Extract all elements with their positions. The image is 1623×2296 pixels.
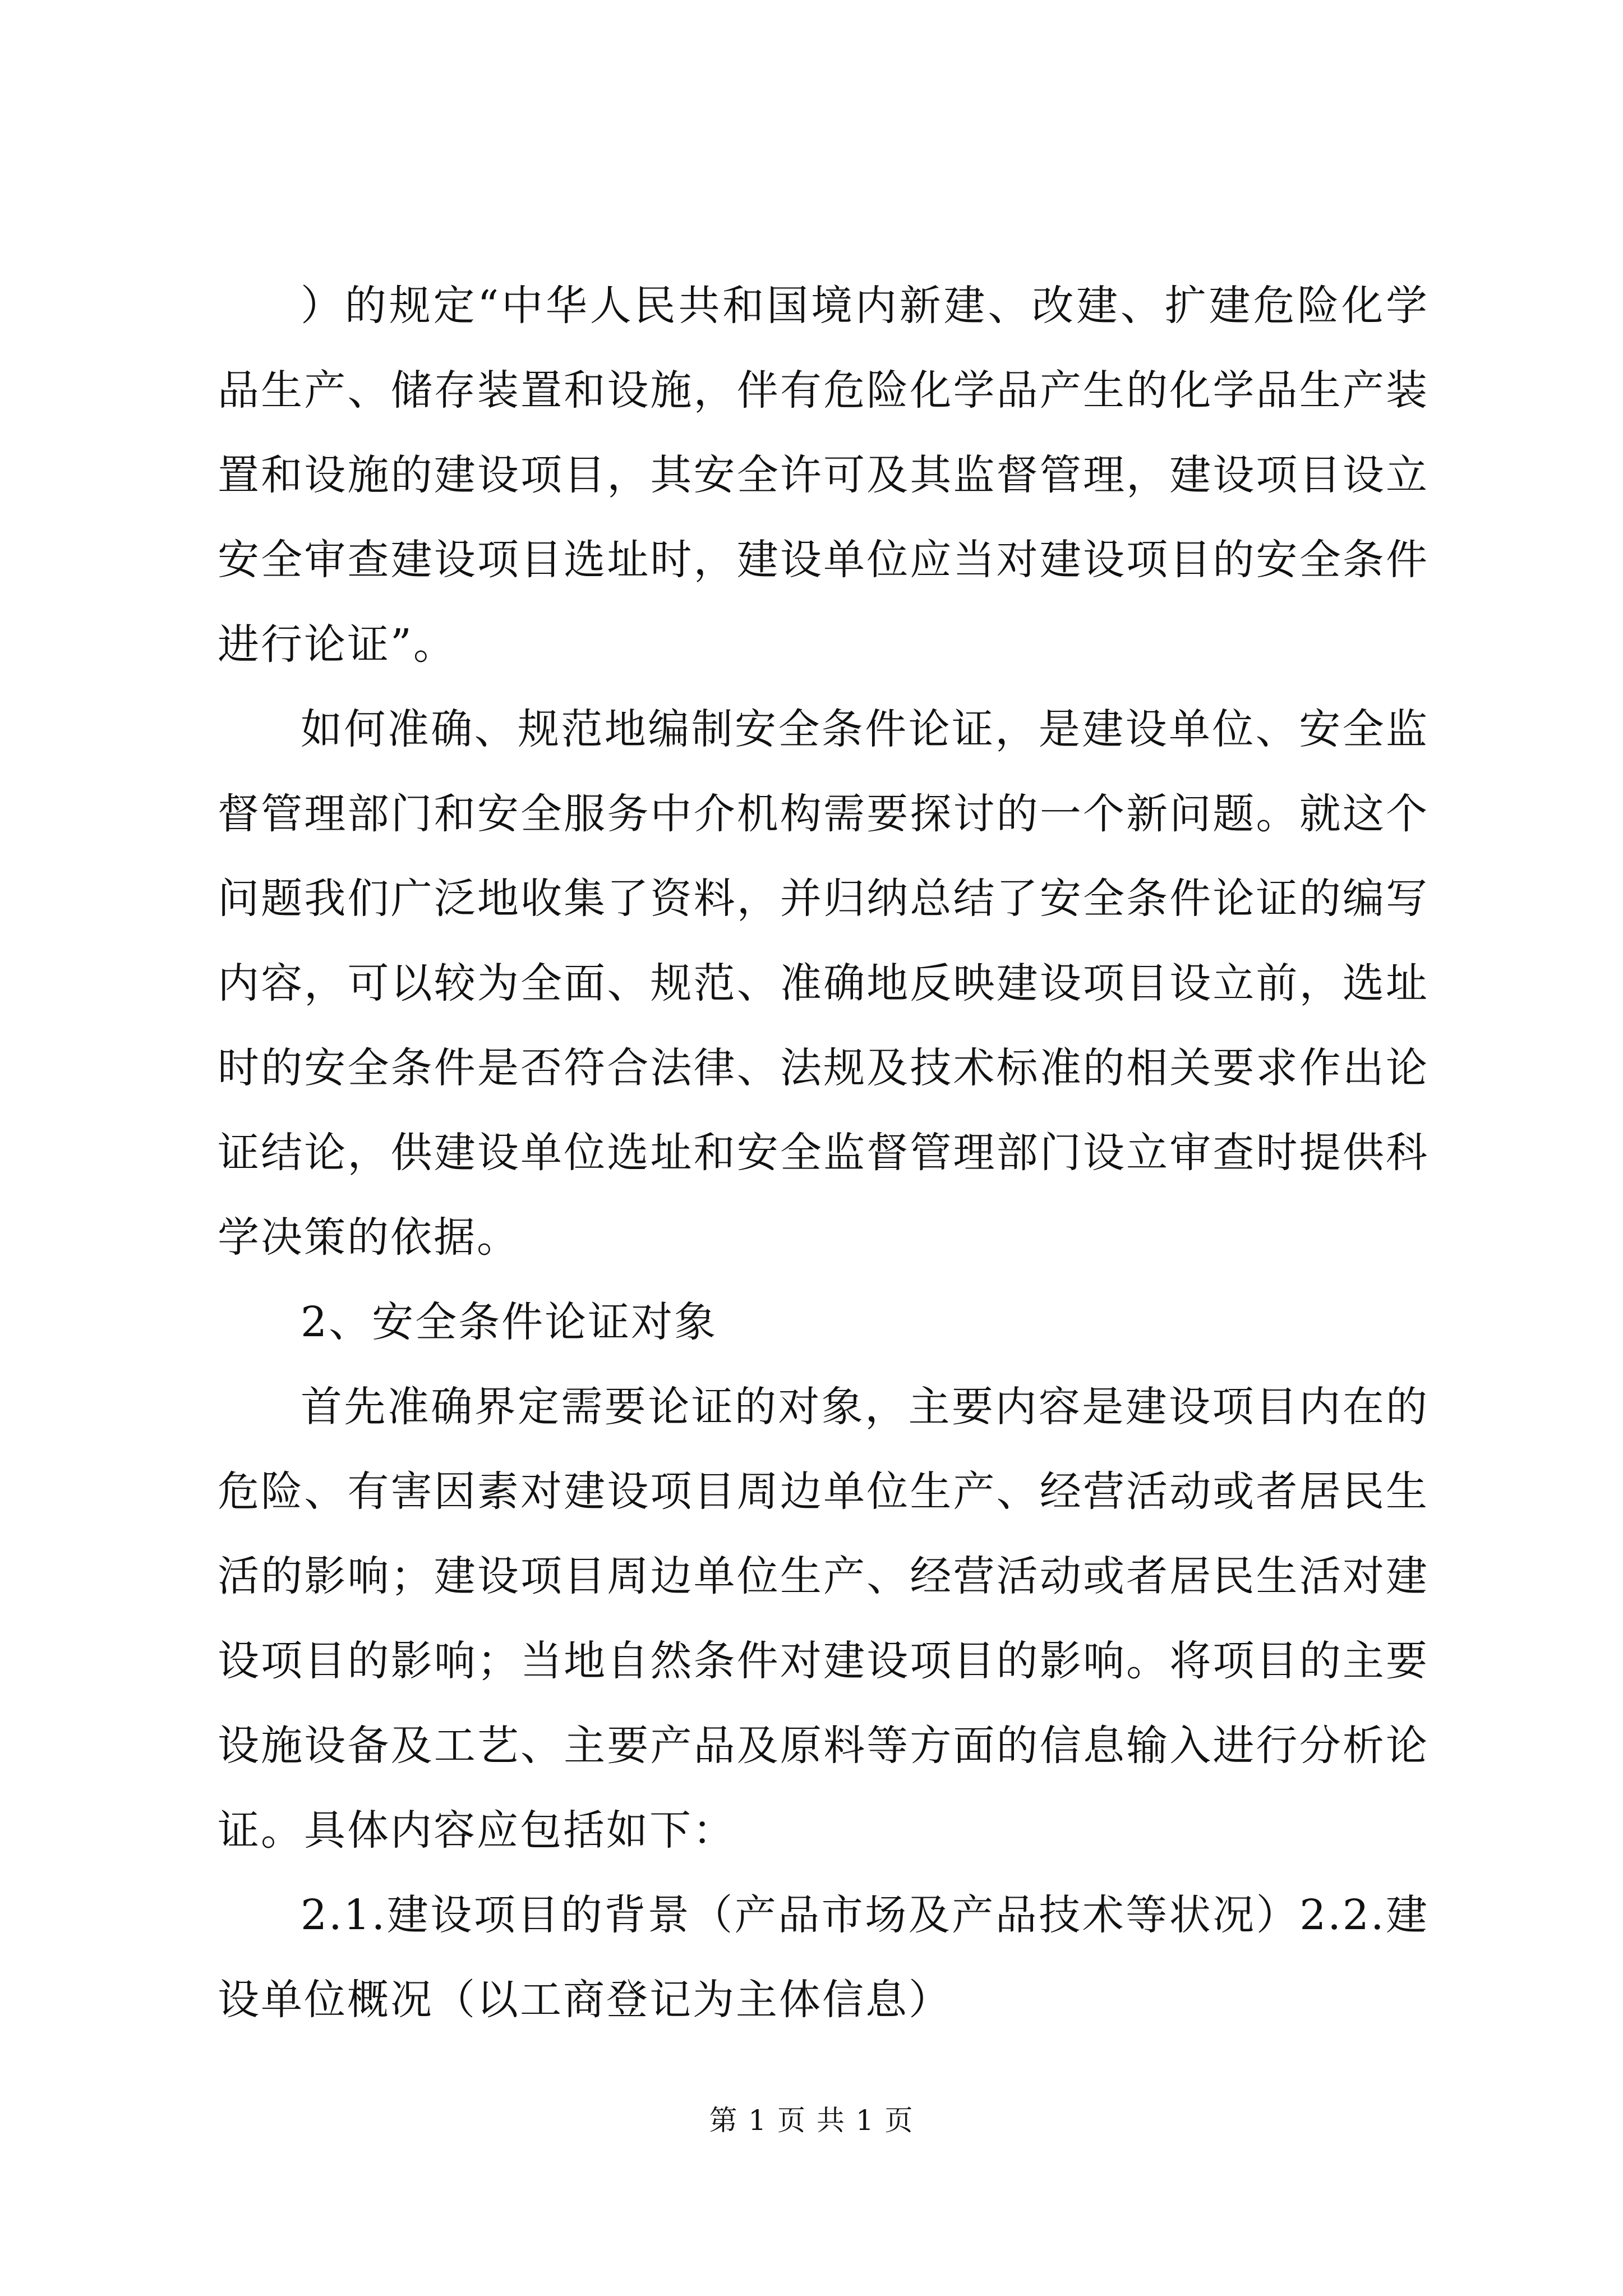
paragraph-items-2-1-2-2: 2.1.建设项目的背景（产品市场及产品技术等状况）2.2.建设单位概况（以工商登记为主体信息）	[218, 1891, 1429, 2024]
document-body	[218, 264, 1429, 2042]
section-heading-2: 2、安全条件论证对象	[301, 1298, 718, 1346]
page-number-footer: 第 1 页 共 1 页	[709, 2104, 914, 2137]
paragraph-regulation-quote: ）的规定“中华人民共和国境内新建、改建、扩建危险化学品生产、储存装置和设施，伴有危险化学品产生的化学品生产装置和设施的建设项目，其安全许可及其监督管理，建设项目设立安全审查建设项目选址时，建设单位应当对建设项目的安全条件进行论证”。	[218, 282, 1429, 669]
paragraph-define-object: 首先准确界定需要论证的对象，主要内容是建设项目内在的危险、有害因素对建设项目周边单位生产、经营活动或者居民生活的影响；建设项目周边单位生产、经营活动或者居民生活对建设项目的影响；当地自然条件对建设项目的影响。将项目的主要设施设备及工艺、主要产品及原料等方面的信息输入进行分析论证。具体内容应包括如下：	[218, 1383, 1429, 1855]
paragraph-how-to-compile: 如何准确、规范地编制安全条件论证，是建设单位、安全监督管理部门和安全服务中介机构需要探讨的一个新问题。就这个问题我们广泛地收集了资料，并归纳总结了安全条件论证的编写内容，可以较为全面、规范、准确地反映建设项目设立前，选址时的安全条件是否符合法律、法规及技术标准的相关要求作出论证结论，供建设单位选址和安全监督管理部门设立审查时提供科学决策的依据。	[218, 705, 1429, 1262]
